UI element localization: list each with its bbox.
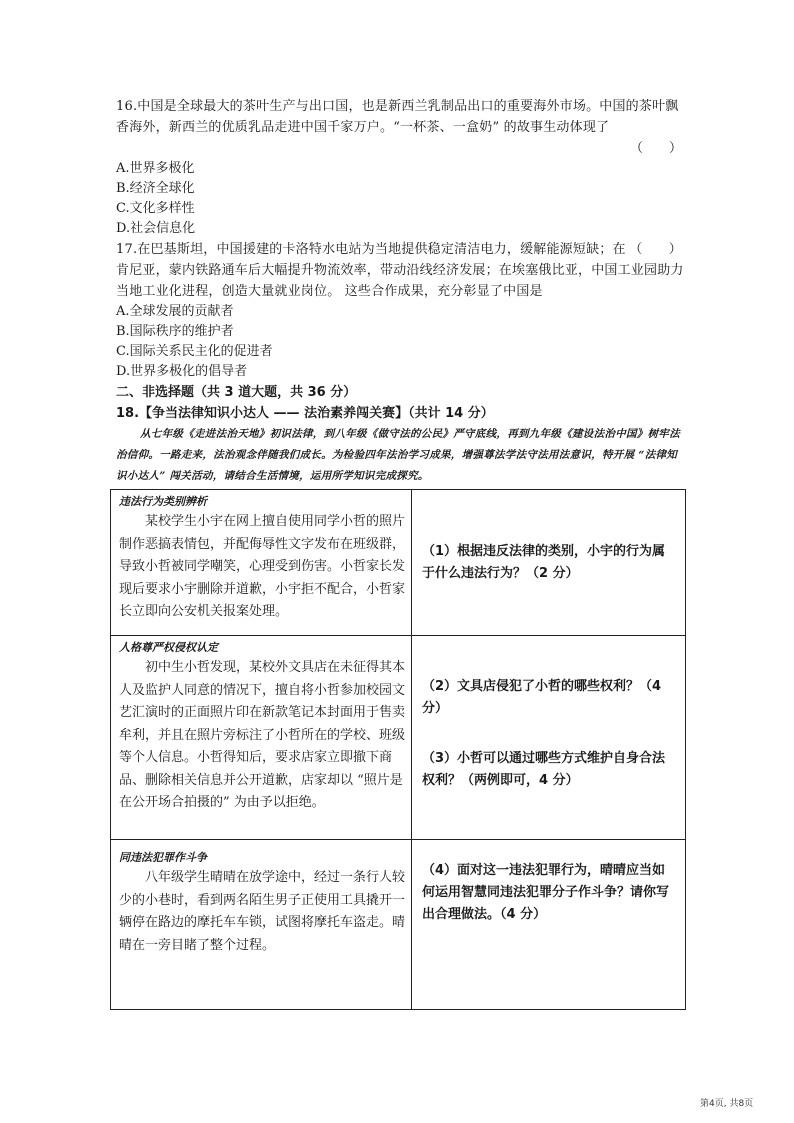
q16-option-c: C.文化多样性 bbox=[116, 201, 195, 216]
q18-intro: 从七年级《走进法治天地》初识法律，到八年级《做守法的公民》严守底线，再到九年级《建设法治中国》树牢法治信仰。一路走来，法治观念伴随我们成长。为检验四年法治学习成果，增强尊法学法守法用法意识，特开展 “法律知识小达人” 闯关活动，请结合生活情境，运用所学知识完成探究。 bbox=[116, 428, 680, 482]
table-row bbox=[111, 840, 686, 1010]
page-footer: 第4页, 共8页 bbox=[700, 1099, 754, 1109]
q17-option-d: D.世界多极化的倡导者 bbox=[116, 364, 248, 379]
q17-option-b: B.国际秩序的维护者 bbox=[116, 324, 234, 339]
sub-question-1: （1）根据违反法律的类别，小宇的行为属于什么违法行为？（2 分） bbox=[422, 543, 666, 581]
case-text: 某校学生小宇在网上擅自使用同学小哲的照片制作恶搞表情包，并配侮辱性文字发布在班级群，导致小哲被同学嘲笑，心理受到伤害。小哲家长发现后要求小宇删除并道歉，小宇拒不配合，小哲家长立即向公安机关报案处理。 bbox=[119, 514, 406, 619]
sub-question-4: （4）面对这一违法犯罪行为，晴晴应当如何运用智慧同违法犯罪分子作斗争？请你写出合理做法。（4 分） bbox=[422, 863, 670, 922]
section-title: 二、非选择题（共 3 道大题，共 36 分） bbox=[116, 385, 357, 400]
q16-option-b: B.经济全球化 bbox=[116, 181, 195, 196]
case-cell bbox=[111, 840, 412, 1010]
sub-question-2: （2）文具店侵犯了小哲的哪些权利？（4 分） bbox=[422, 679, 662, 716]
case-category: 违法行为类别辨析 bbox=[119, 495, 207, 508]
q16-option-a: A.世界多极化 bbox=[116, 161, 195, 176]
q17-stem-text: 17.在巴基斯坦，中国援建的卡洛特水电站为当地提供稳定清洁电力，缓解能源短缺；在肯尼亚，蒙内铁路通车后大幅提升物流效率，带动沿线经济发展；在埃塞俄比亚，中国工业园助力当地工业化进程，创造大量就业岗位。 这些合作成果，充分彰显了中国是 bbox=[116, 242, 684, 299]
case-text: 初中生小哲发现，某校外文具店在未征得其本人及监护人同意的情况下，擅自将小哲参加校园文艺汇演时的正面照片印在新款笔记本封面用于售卖牟利，并且在照片旁标注了小哲所在的学校、班级等个人信息。小哲得知后，要求店家立即撤下商品、删除相关信息并公开道歉，店家却以 “照片是在公开场合拍摄的” 为由予以拒绝。 bbox=[119, 660, 406, 810]
question-cell bbox=[412, 636, 686, 840]
q18-title: 18.【争当法律知识小达人 —— 法治素养闯关赛】（共计 14 分） bbox=[116, 406, 494, 421]
exam-page bbox=[116, 96, 686, 1010]
table-row bbox=[111, 490, 686, 636]
q16-stem: 16.中国是全球最大的茶叶生产与出口国，也是新西兰乳制品出口的重要海外市场。中国的茶叶飘香海外，新西兰的优质乳品走进中国千家万户。“一杯茶、一盒奶” 的故事生动体现了 bbox=[116, 99, 679, 135]
q18-table bbox=[110, 489, 686, 1010]
case-category: 人格尊严权侵权认定 bbox=[119, 641, 218, 654]
question-cell bbox=[412, 490, 686, 636]
q17-option-a: A.全球发展的贡献者 bbox=[116, 304, 234, 319]
sub-question-3: （3）小哲可以通过哪些方式维护自身合法权利？（两例即可，4 分） bbox=[422, 751, 666, 788]
case-text: 八年级学生晴晴在放学途中，经过一条行人较少的小巷时，看到两名陌生男子正使用工具撬开一辆停在路边的摩托车车锁，试图将摩托车盗走。晴晴在一旁目睹了整个过程。 bbox=[119, 870, 406, 953]
q17-option-c: C.国际关系民主化的促进者 bbox=[116, 344, 273, 359]
q16-answer-paren: （ ） bbox=[629, 141, 682, 156]
table-row bbox=[111, 636, 686, 840]
q17-stem bbox=[116, 239, 686, 302]
q16-option-d: D.社会信息化 bbox=[116, 221, 196, 236]
case-category: 同违法犯罪作斗争 bbox=[119, 851, 207, 864]
q17-answer-paren: （ ） bbox=[629, 242, 682, 257]
case-cell bbox=[111, 490, 412, 636]
case-cell bbox=[111, 636, 412, 840]
question-cell bbox=[412, 840, 686, 1010]
